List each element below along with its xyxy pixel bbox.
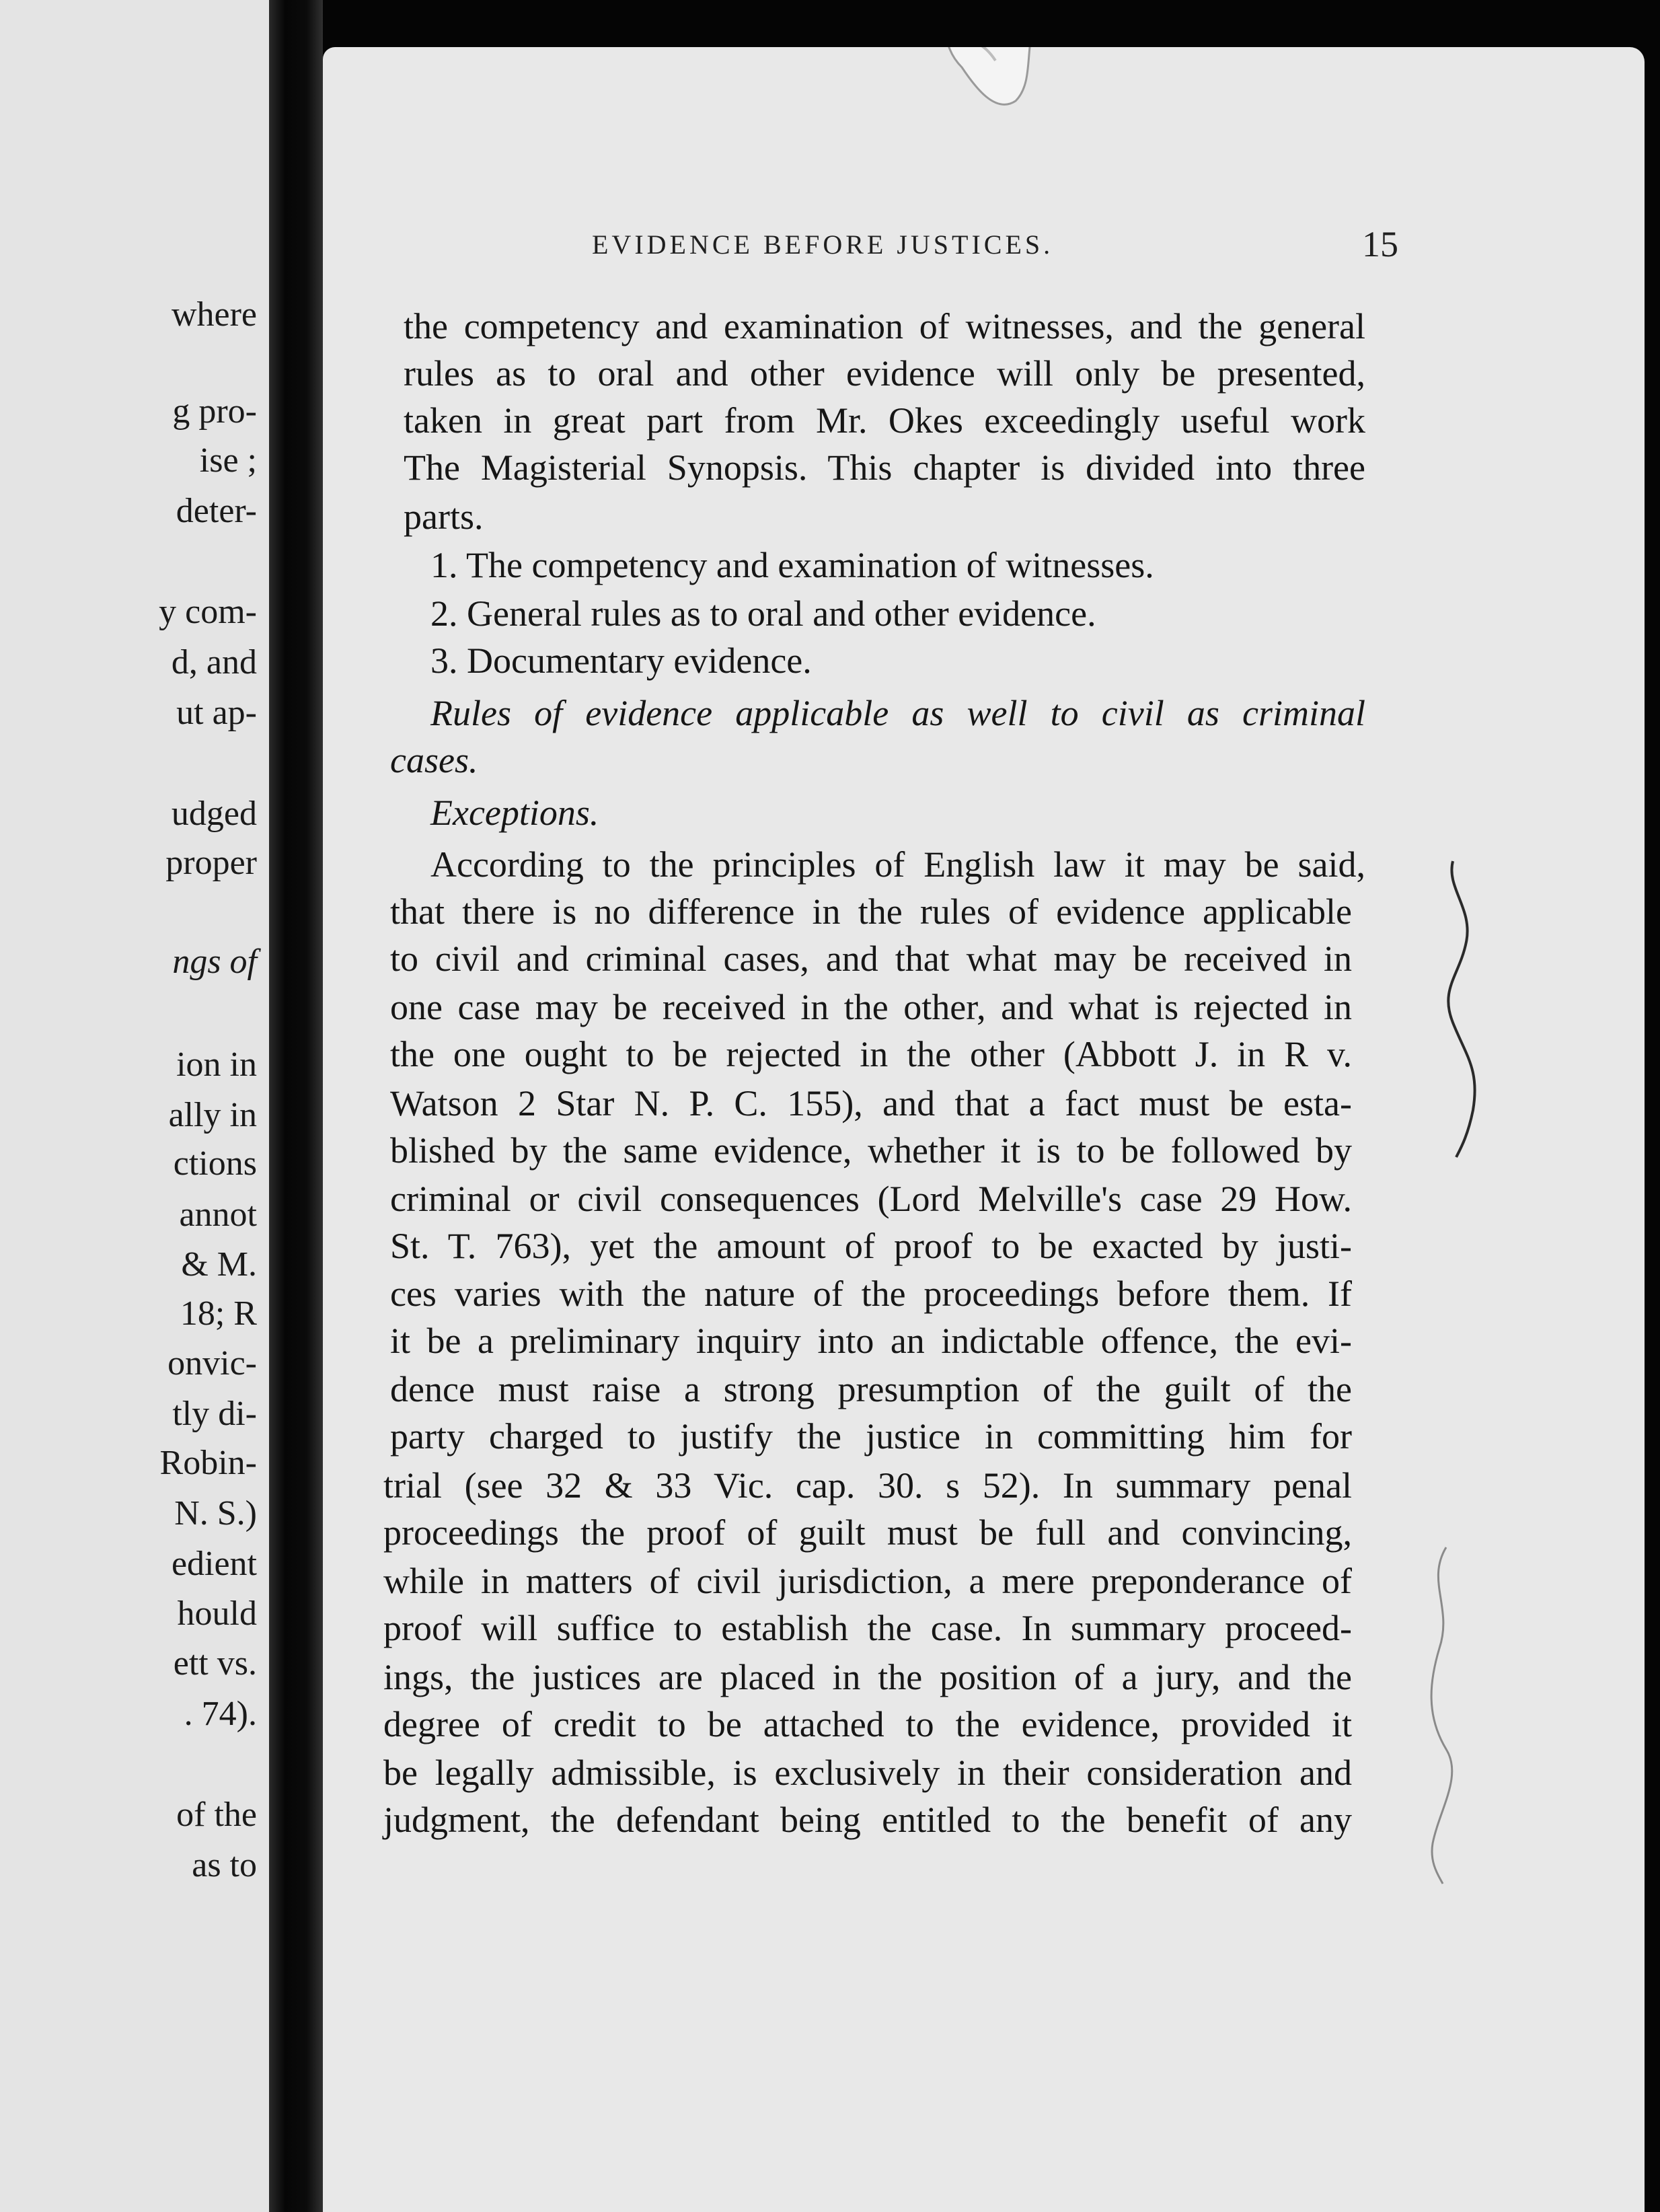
previous-page-line: . 74). bbox=[184, 1695, 257, 1733]
text-line: Exceptions. bbox=[430, 792, 599, 833]
previous-page-line: where bbox=[171, 295, 257, 334]
text-line: The Magisterial Synopsis. This chapter is divided into three bbox=[404, 447, 1365, 488]
text-line: 1. The competency and examination of witnesses. bbox=[430, 545, 1154, 585]
previous-page-line: udged bbox=[171, 795, 257, 833]
text-line: St. T. 763), yet the amount of proof to be exacted by justi- bbox=[390, 1226, 1352, 1266]
text-line: Watson 2 Star N. P. C. 155), and that a fact must be esta- bbox=[390, 1083, 1352, 1123]
text-line: be legally admissible, is exclusively in their consideration and bbox=[383, 1753, 1352, 1793]
previous-page-line: ally in bbox=[168, 1096, 257, 1134]
previous-page-line: deter- bbox=[176, 492, 257, 530]
text-line: 2. General rules as to oral and other evidence. bbox=[430, 593, 1096, 634]
text-line: judgment, the defendant being entitled to the benefit of any bbox=[383, 1800, 1352, 1840]
running-head-title: EVIDENCE BEFORE JUSTICES. bbox=[592, 229, 1054, 260]
margin-bracket-icon bbox=[1426, 848, 1507, 1164]
text-line: party charged to justify the justice in committing him for bbox=[390, 1416, 1352, 1457]
text-line: to civil and criminal cases, and that what may be received in bbox=[390, 938, 1352, 979]
previous-page-line: onvic- bbox=[167, 1344, 257, 1382]
previous-page-line: ett vs. bbox=[173, 1644, 257, 1683]
previous-page-line: hould bbox=[177, 1594, 257, 1633]
text-line: the one ought to be rejected in the other (Abbott J. in R v. bbox=[390, 1034, 1352, 1074]
text-line: ings, the justices are placed in the position of a jury, and the bbox=[383, 1657, 1352, 1697]
text-line: proceedings the proof of guilt must be full and convincing, bbox=[383, 1512, 1352, 1553]
text-line: the competency and examination of witnesses, and the general bbox=[404, 306, 1365, 346]
text-line: dence must raise a strong presumption of the guilt of the bbox=[390, 1369, 1352, 1409]
previous-page-line: N. S.) bbox=[174, 1494, 257, 1533]
previous-page-line: of the bbox=[176, 1796, 257, 1834]
text-line: trial (see 32 & 33 Vic. cap. 30. s 52). In summary penal bbox=[383, 1465, 1352, 1506]
text-line: Rules of evidence applicable as well to civil as criminal bbox=[430, 693, 1365, 733]
previous-page-line: d, and bbox=[171, 643, 257, 681]
text-line: proof will suffice to establish the case. In summary proceed- bbox=[383, 1608, 1352, 1648]
previous-page-line: edient bbox=[171, 1545, 257, 1583]
previous-page-line: ion in bbox=[176, 1045, 257, 1084]
text-line: cases. bbox=[390, 740, 478, 780]
previous-page-line: y com- bbox=[159, 593, 257, 631]
text-line: one case may be received in the other, and what is rejected in bbox=[390, 987, 1352, 1027]
previous-page-line: & M. bbox=[181, 1245, 257, 1284]
text-line: rules as to oral and other evidence will only be presented, bbox=[404, 353, 1365, 394]
text-line: degree of credit to be attached to the evidence, provided it bbox=[383, 1704, 1352, 1744]
text-line: According to the principles of English law it may be said, bbox=[430, 844, 1365, 885]
text-line: taken in great part from Mr. Okes exceedingly useful work bbox=[404, 400, 1365, 441]
text-line: parts. bbox=[404, 496, 484, 537]
previous-page-line: as to bbox=[192, 1846, 257, 1884]
previous-page-line: ise ; bbox=[199, 441, 257, 480]
page-body-text bbox=[363, 47, 1412, 2212]
previous-page-line: tly di- bbox=[172, 1395, 257, 1433]
page-15 bbox=[323, 47, 1645, 2212]
text-line: criminal or civil consequences (Lord Melville's case 29 How. bbox=[390, 1179, 1352, 1219]
margin-bracket-light-icon bbox=[1399, 1541, 1480, 1890]
previous-page-fragment bbox=[0, 0, 269, 2212]
previous-page-line: proper bbox=[165, 844, 257, 882]
page-number: 15 bbox=[1362, 224, 1398, 264]
previous-page-line: ngs of bbox=[172, 943, 257, 981]
text-line: that there is no difference in the rules of evidence applicable bbox=[390, 891, 1352, 932]
text-line: it be a preliminary inquiry into an indictable offence, the evi- bbox=[390, 1321, 1352, 1361]
book-binding-gutter bbox=[269, 0, 323, 2212]
text-line: 3. Documentary evidence. bbox=[430, 640, 812, 681]
previous-page-line: g pro- bbox=[172, 392, 257, 431]
previous-page-line: 18; R bbox=[180, 1294, 257, 1333]
text-line: while in matters of civil jurisdiction, a mere preponderance of bbox=[383, 1561, 1352, 1601]
text-line: ces varies with the nature of the proceedings before them. If bbox=[390, 1274, 1352, 1314]
previous-page-line: ctions bbox=[173, 1144, 257, 1183]
previous-page-line: Robin- bbox=[159, 1444, 257, 1482]
text-line: blished by the same evidence, whether it is to be followed by bbox=[390, 1130, 1352, 1171]
previous-page-line: annot bbox=[179, 1195, 257, 1234]
previous-page-line: ut ap- bbox=[176, 694, 257, 732]
